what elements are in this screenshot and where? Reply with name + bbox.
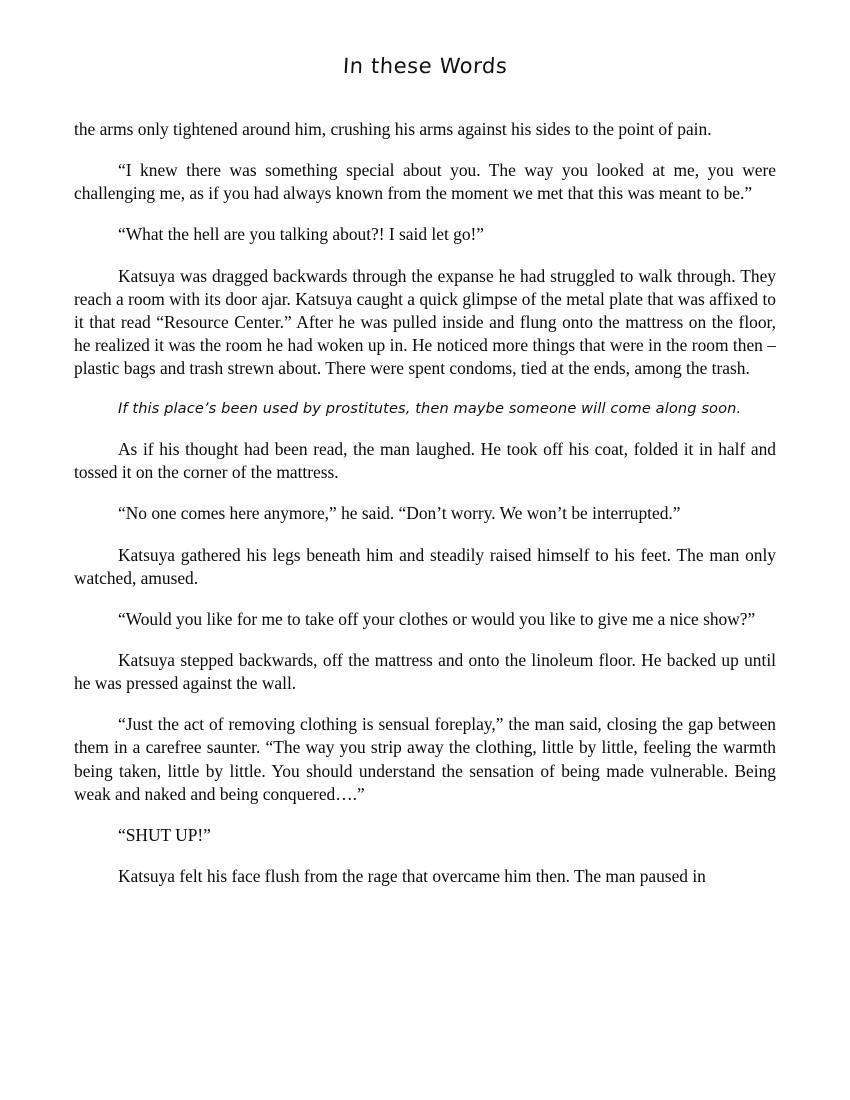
paragraph: “No one comes here anymore,” he said. “Don’t worry. We won’t be interrupted.” <box>118 503 681 524</box>
paragraph: “Would you like for me to take off your clothes or would you like to give me a nice show?” <box>118 608 756 629</box>
paragraph: “I knew there was something special about you. The way you looked at me, you were challenging me, as if you had always known from the moment we met that this was meant to be.” <box>74 160 776 204</box>
paragraph: Katsuya stepped backwards, off the mattress and onto the linoleum floor. He backed up until he was pressed against the wall. <box>74 650 776 694</box>
paragraph: Katsuya was dragged backwards through the expanse he had struggled to walk through. They reach a room with its door ajar. Katsuya caught a quick glimpse of the metal plate that was affixed to it that read “Resource Center.” After he was pulled inside and flung onto the mattress on the floor, he realized it was the room he had woken up in. He noticed more things that were in the room then – plastic bags and trash strewn about. There were spent condoms, tied at the ends, among the trash. <box>74 265 776 379</box>
paragraph: Katsuya gathered his legs beneath him and steadily raised himself to his feet. The man only watched, amused. <box>74 544 776 588</box>
document-body <box>74 118 776 888</box>
paragraph: “SHUT UP!” <box>118 824 211 845</box>
paragraph: “What the hell are you talking about?! I said let go!” <box>118 224 485 245</box>
paragraph: Katsuya felt his face flush from the rage that overcame him then. The man paused in <box>118 865 706 886</box>
paragraph: “Just the act of removing clothing is sensual foreplay,” the man said, closing the gap between them in a carefree saunter. “The way you strip away the clothing, little by little, feeling the warmth being taken, little by little. You should understand the sensation of being made vulnerable. Being weak and naked and being conquered….” <box>74 714 776 804</box>
paragraph-inner-thought: If this place’s been used by prostitutes, then maybe someone will come along soon. <box>118 400 742 418</box>
running-head <box>74 54 776 78</box>
paragraph: As if his thought had been read, the man laughed. He took off his coat, folded it in half and tossed it on the corner of the mattress. <box>74 439 776 483</box>
paragraph: the arms only tightened around him, crushing his arms against his sides to the point of pain. <box>74 119 712 139</box>
running-head-text: In these Words <box>342 54 508 78</box>
